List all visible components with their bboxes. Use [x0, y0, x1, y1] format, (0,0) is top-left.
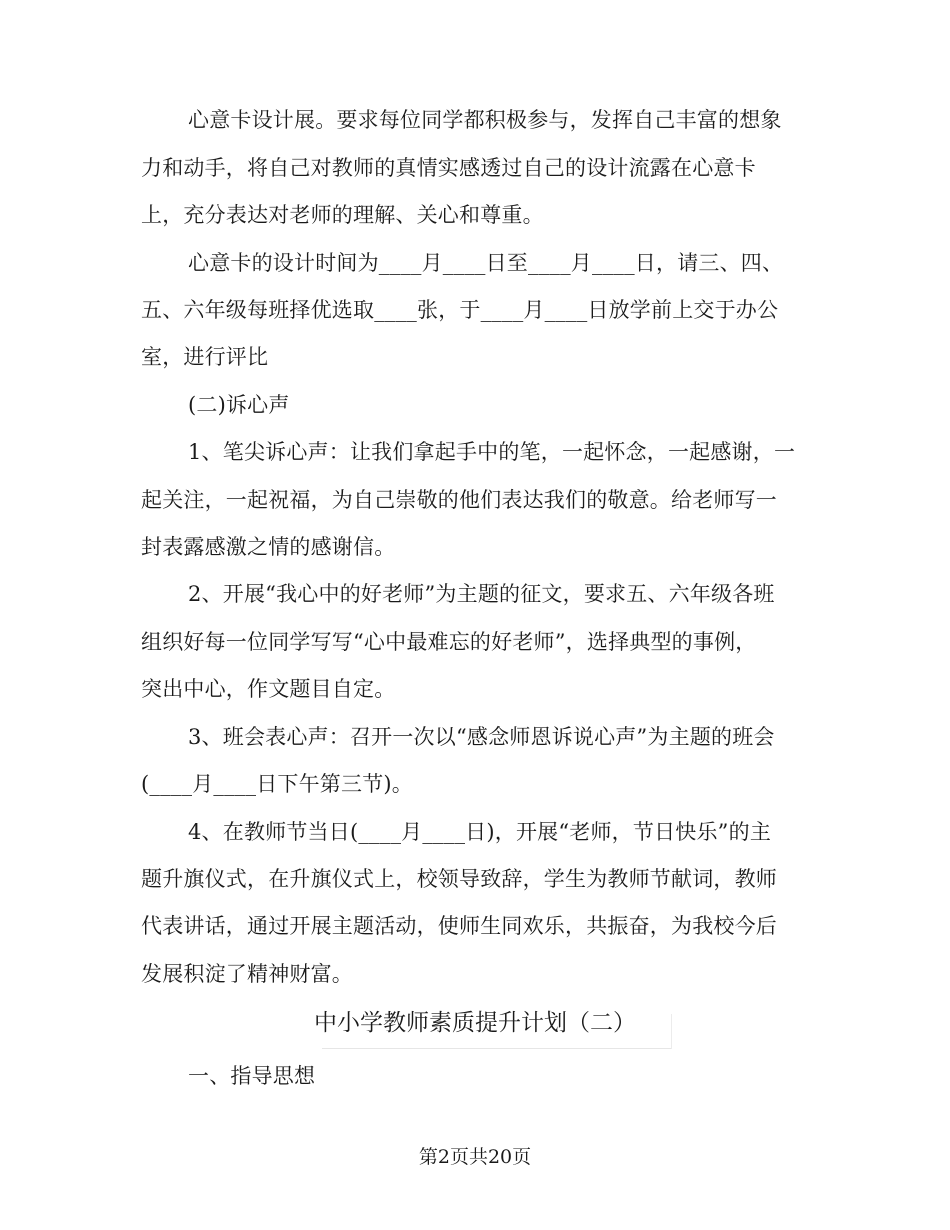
- paragraph-line: 组织好每一位同学写写“心中最难忘的好老师”，选择典型的事例，: [141, 630, 757, 654]
- paragraph-line: 代表讲话，通过开展主题活动，使师生同欢乐，共振奋，为我校今后: [141, 914, 777, 938]
- paragraph-line: 封表露感激之情的感谢信。: [141, 535, 396, 559]
- paragraph-line: 五、六年级每班择优选取____张，于____月____日放学前上交于办公: [141, 298, 779, 322]
- paragraph-line: 心意卡的设计时间为____月____日至____月____日，请三、四、: [188, 251, 784, 275]
- paragraph-line: (____月____日下午第三节)。: [141, 772, 413, 796]
- subsection-heading: (二)诉心声: [188, 393, 290, 417]
- paragraph-line: 突出中心，作文题目自定。: [141, 677, 396, 701]
- paragraph-line: 3、班会表心声：召开一次以“感念师恩诉说心声”为主题的班会: [188, 725, 775, 749]
- paragraph-line: 力和动手，将自己对教师的真情实感透过自己的设计流露在心意卡: [141, 156, 756, 180]
- title-divider: [322, 1048, 672, 1049]
- paragraph-line: 上，充分表达对老师的理解、关心和尊重。: [141, 203, 544, 227]
- paragraph-line: 4、在教师节当日(____月____日)，开展“老师，节日快乐”的主: [188, 820, 772, 844]
- paragraph-line: 题升旗仪式，在升旗仪式上，校领导致辞，学生为教师节献词，教师: [141, 867, 777, 891]
- paragraph-line: 起关注，一起祝福，为自己崇敬的他们表达我们的敬意。给老师写一: [141, 488, 777, 512]
- page-footer: 第2页共20页: [418, 1146, 532, 1168]
- section-heading: 一、指导思想: [188, 1064, 316, 1088]
- paragraph-line: 1、笔尖诉心声：让我们拿起手中的笔，一起怀念，一起感谢，一: [188, 440, 796, 464]
- paragraph-line: 发展积淀了精神财富。: [141, 962, 353, 986]
- paragraph-line: 2、开展“我心中的好老师”为主题的征文，要求五、六年级各班: [188, 582, 775, 606]
- title-divider-edge: [671, 1014, 672, 1049]
- paragraph-line: 室，进行评比: [141, 345, 269, 369]
- paragraph-line: 心意卡设计展。要求每位同学都积极参与，发挥自己丰富的想象: [188, 108, 782, 132]
- section-title: 中小学教师素质提升计划（二）: [314, 1010, 636, 1036]
